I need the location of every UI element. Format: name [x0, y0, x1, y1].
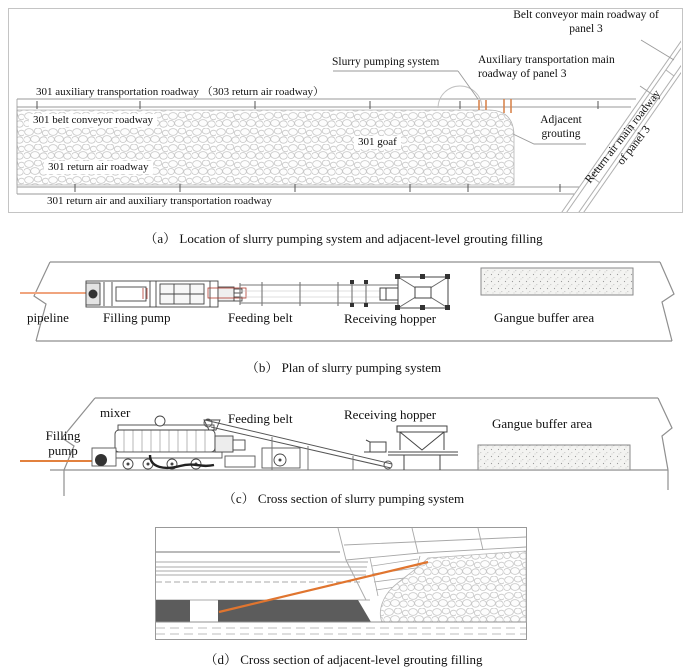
break-line-right	[658, 398, 672, 470]
strata-lines	[156, 552, 370, 600]
label-return-air-roadway: 301 return air roadway	[44, 161, 153, 174]
label-pipeline: pipeline	[27, 310, 69, 325]
label-return-aux-roadway: 301 return air and auxiliary transportation roadway	[47, 195, 272, 207]
caption-panel-a: （a） Location of slurry pumping system and adjacent-level grouting filling	[144, 231, 543, 246]
panel-d-drawing	[156, 528, 527, 640]
panel-b-drawing	[20, 262, 674, 341]
label-aux-main-roadway: Auxiliary transportation main roadway of panel 3	[478, 54, 615, 80]
label-receiving-hopper-section: Receiving hopper	[344, 407, 437, 422]
label-slurry-system: Slurry pumping system	[332, 56, 440, 68]
break-line-left	[34, 262, 50, 341]
label-feeding-belt-plan: Feeding belt	[228, 310, 293, 325]
label-mixer: mixer	[100, 405, 131, 420]
label-receiving-hopper-plan: Receiving hopper	[344, 311, 437, 326]
label-feeding-belt-section: Feeding belt	[228, 411, 293, 426]
receiving-hopper-section	[364, 426, 458, 470]
label-filling-pump-section: Filling pump	[45, 428, 81, 459]
caption-panel-c: （c） Cross section of slurry pumping system	[222, 491, 465, 506]
label-filling-pump-plan: Filling pump	[103, 310, 171, 325]
label-gangue-area-section: Gangue buffer area	[492, 416, 593, 431]
label-belt-roadway: 301 belt conveyor roadway	[29, 114, 157, 127]
gangue-buffer-plan	[481, 268, 633, 295]
receiving-hopper-plan	[380, 274, 450, 310]
label-goaf: 301 goaf	[354, 136, 401, 149]
label-belt-main-roadway: Belt conveyor main roadway of panel 3	[513, 9, 659, 35]
pump-inlet	[95, 454, 107, 466]
filling-pump-plan	[86, 281, 246, 307]
label-adjacent-grouting: Adjacent grouting	[540, 114, 582, 140]
floor-strata	[156, 622, 526, 634]
label-aux-roadway: 301 auxiliary transportation roadway （303 return air roadway）	[36, 86, 325, 98]
feeding-belt-plan	[240, 280, 398, 307]
break-line-right	[660, 262, 674, 341]
gangue-buffer-section	[478, 445, 630, 470]
coal-seam	[156, 600, 371, 622]
caption-panel-d: （d） Cross section of adjacent-level grouting filling	[204, 652, 483, 667]
label-return-main-roadway: Return air main roadway of panel 3	[583, 88, 664, 186]
caption-panel-b: （b） Plan of slurry pumping system	[245, 360, 442, 375]
label-gangue-area-plan: Gangue buffer area	[494, 310, 595, 325]
